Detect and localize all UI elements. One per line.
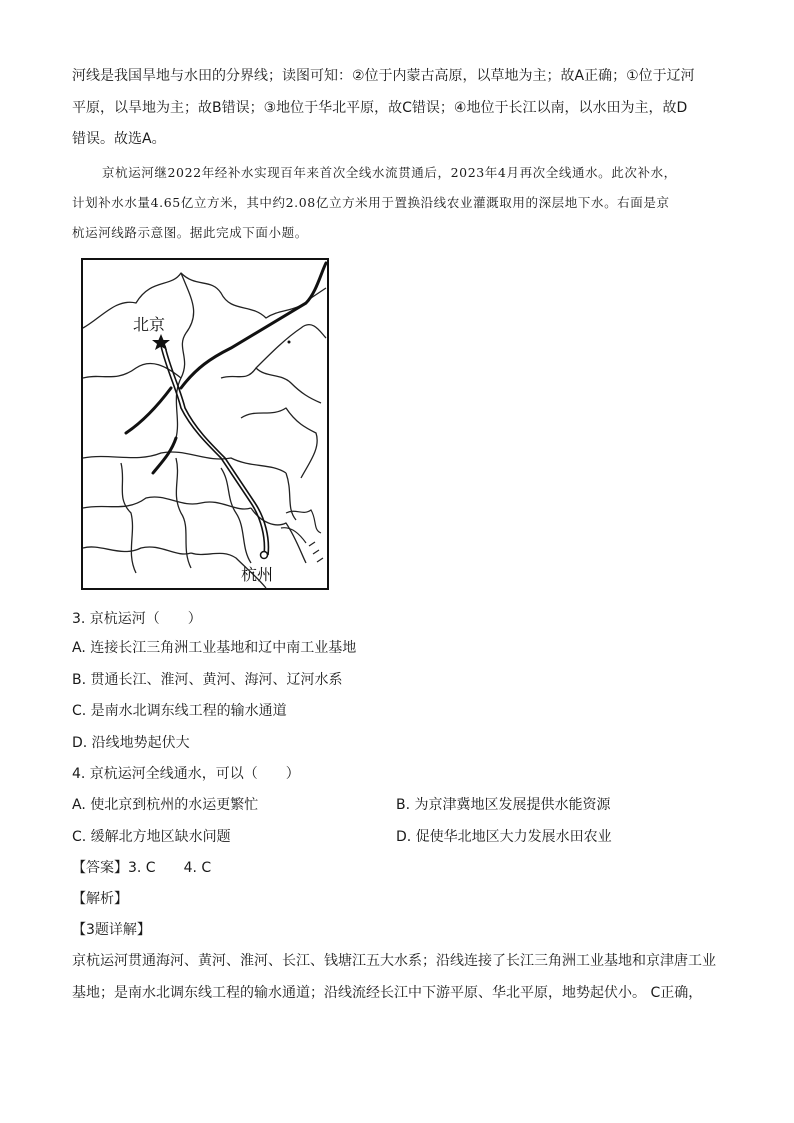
material-line-1: 京杭运河继2022年经补水实现百年来首次全线水流贯通后，2023年4月再次全线通水。此次补水，	[102, 165, 677, 180]
map-svg	[81, 258, 329, 590]
q4-option-b[interactable]: B. 为京津冀地区发展提供水能资源	[396, 797, 611, 813]
q3-stem: 3. 京杭运河（ ）	[72, 611, 202, 627]
hangzhou-label: 杭州	[241, 565, 274, 584]
material-line-3: 杭运河线路示意图。据此完成下面小题。	[72, 225, 308, 240]
analysis-tag: 【解析】	[72, 891, 128, 907]
intro-line-1: 河线是我国旱地与水田的分界线；读图可知：②位于内蒙古高原，以草地为主；故A正确；①位于辽河	[72, 68, 695, 84]
answer-tag: 【答案】	[72, 860, 128, 876]
beijing-label: 北京	[133, 315, 166, 334]
q4-option-d[interactable]: D. 促使华北地区大力发展水田农业	[396, 829, 612, 845]
material-line-2: 计划补水水量4.65亿立方米，其中约2.08亿立方米用于置换沿线农业灌溉取用的深层地下水。右面是京	[72, 195, 670, 210]
q4-option-a[interactable]: A. 使北京到杭州的水运更繁忙	[72, 797, 259, 813]
hangzhou-dot-icon	[261, 552, 268, 559]
detail-line-2: 基地；是南水北调东线工程的输水通道；沿线流经长江中下游平原、华北平原，地势起伏小。 C正确，	[72, 985, 703, 1001]
detail-line-1: 京杭运河贯通海河、黄河、淮河、长江、钱塘江五大水系；沿线连接了长江三角洲工业基地和京津唐工业	[72, 953, 716, 969]
detail-tag: 【3题详解】	[72, 922, 151, 938]
q3-option-d[interactable]: D. 沿线地势起伏大	[72, 735, 190, 751]
q4-option-c[interactable]: C. 缓解北方地区缺水问题	[72, 829, 231, 845]
answer-text: 3. C 4. C	[128, 860, 212, 876]
intro-line-3: 错误。故选A。	[72, 131, 166, 147]
q3-option-a[interactable]: A. 连接长江三角洲工业基地和辽中南工业基地	[72, 640, 357, 656]
grand-canal-map	[81, 258, 329, 590]
map-dot	[288, 341, 291, 344]
q3-option-b[interactable]: B. 贯通长江、淮河、黄河、海河、辽河水系	[72, 672, 343, 688]
intro-line-2: 平原，以旱地为主；故B错误；③地位于华北平原，故C错误；④地位于长江以南，以水田为主，故D	[72, 100, 688, 116]
q4-stem: 4. 京杭运河全线通水，可以（ ）	[72, 766, 300, 782]
q3-option-c[interactable]: C. 是南水北调东线工程的输水通道	[72, 703, 287, 719]
answer-row	[72, 858, 211, 878]
